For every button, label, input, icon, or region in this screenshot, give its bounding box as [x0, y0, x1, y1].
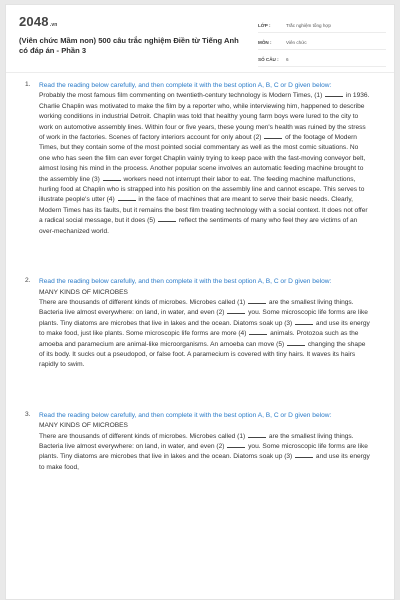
passage-text: and use its energy to make food, just like plants. Some microscopic life forms are more (4)	[39, 319, 370, 338]
answer-blank	[227, 442, 245, 448]
passage-text: changing the shape of its body. It sucks out a pseudopod, or false foot. A paramecium is covered with tiny hairs. It waves its hairs rapidly to swim.	[39, 340, 366, 369]
passage-text: you. Some microscopic life forms are like plants. Tiny diatoms are microbes that live in lakes and the ocean. Diatoms soak up (3)	[39, 309, 368, 327]
passage-text: animals. Protozoa such as the amoeba and paramecium are animal-like microorganisms. An amoeba can move (5)	[39, 330, 359, 348]
answer-blank	[248, 298, 266, 304]
passage-heading: MANY KINDS OF MICROBES	[39, 288, 128, 296]
question-number: 2.	[25, 277, 31, 285]
passage-text: of the footage of Modern Times, but they contain some of the most pointed social commentary as well as the most comic situations. No one who has seen the film can ever forget Chaplin vainly trying to keep pace with the fast-moving conveyor belt, almost losing his mind in the process. Another popular scene involves an automatic feeding machine brought to the assembly line (3)	[39, 134, 366, 183]
meta-value: Trắc nghiệm tổng hợp	[286, 23, 331, 28]
meta-row-class	[258, 19, 386, 33]
passage-text: in 1936. Charlie Chaplin was motivated to make the film by a reporter who, while interviewing him, happened to describe working conditions in industrial Detroit. Chaplin was told that healthy young farm boys were lured to the city to work on automotive assembly lines. Within four or five years, these young men's health was ruined by the stress of work in the factories. Scenes of factory interiors account for only about (2)	[39, 92, 370, 142]
meta-row-subject	[258, 36, 386, 50]
question-item	[6, 411, 394, 473]
passage-text: There are thousands of different kinds of microbes. Microbes called (1)	[39, 298, 248, 306]
meta-value: 6	[286, 57, 289, 62]
answer-blank	[287, 340, 305, 346]
reading-passage	[39, 432, 370, 474]
document-title: (Viên chức Mầm non) 500 câu trắc nghiệm Điền từ Tiếng Anh có đáp án - Phần 3	[19, 36, 239, 55]
document-meta	[258, 19, 386, 70]
answer-blank	[227, 308, 245, 314]
answer-blank	[249, 329, 267, 335]
answer-blank	[158, 216, 176, 222]
meta-label: LỚP :	[258, 23, 271, 28]
document-page	[5, 4, 395, 600]
meta-label: MÔN :	[258, 40, 272, 45]
passage-text: workers need not interrupt their labor to eat. The feeding machine malfunctions, hurling food at Chaplin who is strapped into his position on the assembly line and cannot escape. This serves to illustrate people's utter (4)	[39, 175, 365, 204]
passage-text: in the face of machines that are meant to serve their basic needs. Clearly, Modern Times has its faults, but it remains the best film treating technology with a social context. It does not offer a radical social message, but it does (5)	[39, 196, 368, 225]
question-item	[6, 81, 394, 237]
passage-text: are the smallest living things. Bacteria live almost everywhere: on land, in water, and even (2)	[39, 432, 354, 450]
answer-blank	[118, 195, 136, 201]
answer-blank	[103, 175, 121, 181]
meta-label: SỐ CÂU :	[258, 57, 279, 62]
passage-heading: MANY KINDS OF MICROBES	[39, 422, 128, 430]
passage-text: There are thousands of different kinds of microbes. Microbes called (1)	[39, 432, 248, 440]
meta-row-question-count	[258, 53, 386, 67]
reading-passage	[39, 91, 370, 237]
reading-passage	[39, 298, 370, 371]
answer-blank	[295, 452, 313, 458]
question-instruction: Read the reading below carefully, and then complete it with the best option A, B, C or D given below:	[39, 278, 332, 286]
question-instruction: Read the reading below carefully, and then complete it with the best option A, B, C or D given below:	[39, 411, 332, 419]
question-list	[6, 81, 394, 513]
passage-text: are the smallest living things. Bacteria live almost everywhere: on land, in water, and even (2)	[39, 298, 354, 317]
question-instruction: Read the reading below carefully, and then complete it with the best option A, B, C or D given below:	[39, 82, 332, 89]
passage-text: reflect the sentiments of many who feel they are victims of an over-mechanized world.	[39, 217, 358, 235]
question-number: 3.	[25, 410, 31, 418]
site-logo[interactable]: 2048.vn	[19, 14, 58, 29]
answer-blank	[264, 133, 282, 139]
question-item	[6, 277, 394, 371]
meta-value: Viên chức	[286, 40, 307, 45]
answer-blank	[295, 319, 313, 325]
passage-text: and use its energy to make food,	[39, 453, 370, 471]
question-number: 1.	[25, 81, 31, 88]
document-header	[6, 5, 394, 73]
answer-blank	[248, 432, 266, 438]
answer-blank	[325, 91, 343, 97]
passage-text: Probably the most famous film commenting on twentieth-century technology is Modern Times, (1)	[39, 92, 325, 100]
passage-text: you. Some microscopic life forms are like plants. Tiny diatoms are microbes that live in lakes and the ocean. Diatoms soak up (3)	[39, 442, 368, 461]
